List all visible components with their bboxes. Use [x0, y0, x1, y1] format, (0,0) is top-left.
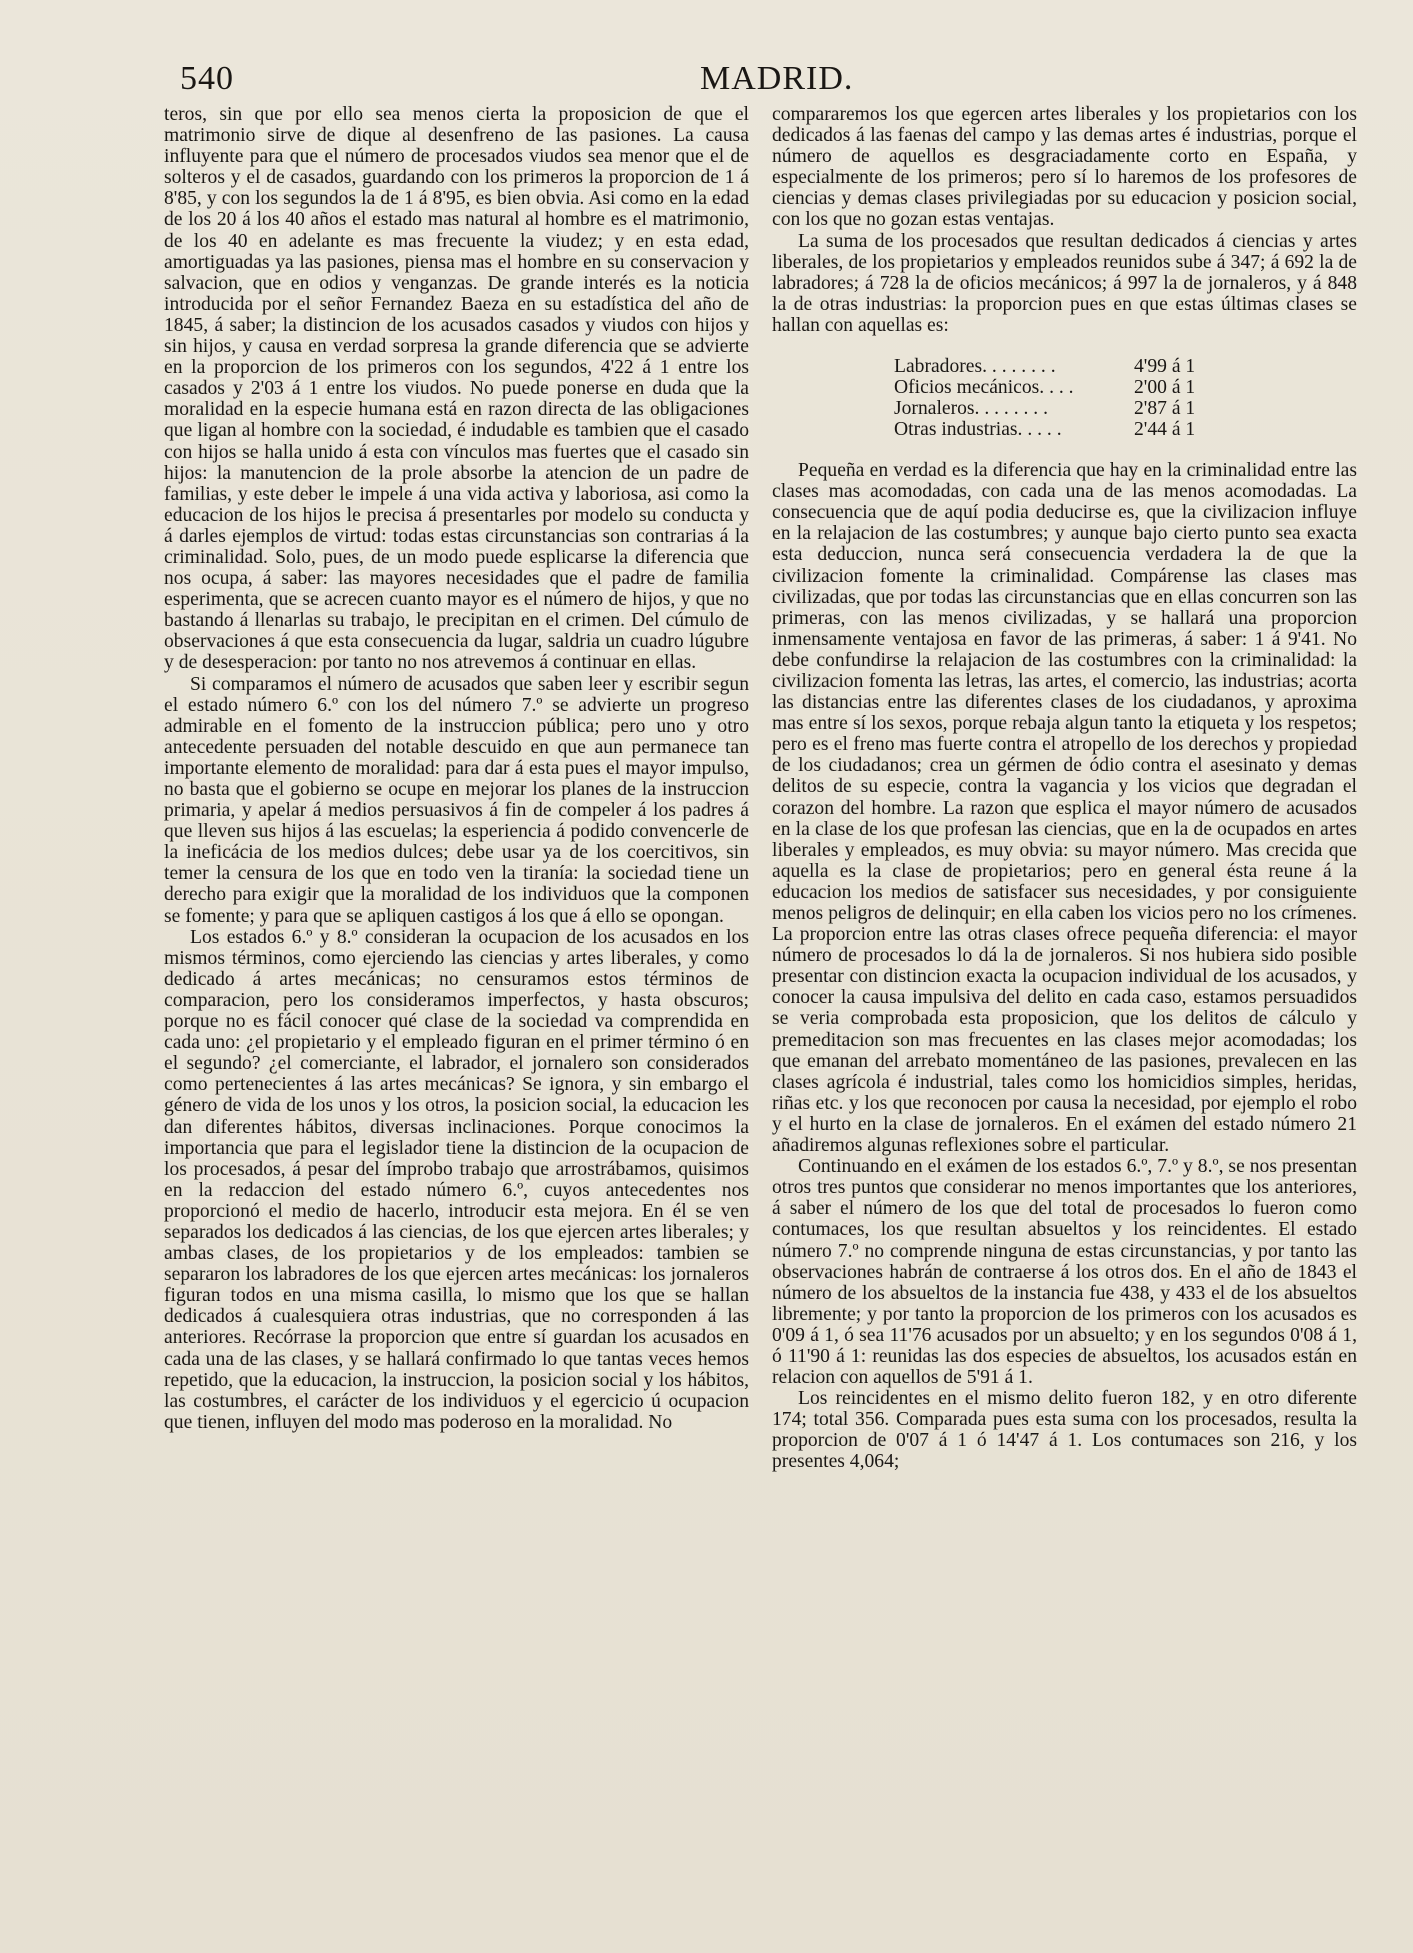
right-paragraph-2: La suma de los procesados que resultan dedicados á ciencias y artes liberales, de los propietarios y empleados reunidos sube á 347; á 692 la de labradores; á 728 la de oficios mecánicos; á 997 la de jornaleros, y á 848 la de otras industrias: la proporcion pues en que estas últimas clases se hallan con aquellas es:: [772, 230, 1357, 336]
table-row-value: 2'44 á 1: [1134, 419, 1196, 441]
table-row: [894, 398, 1195, 419]
table-row-label: Otras industrias. . . . .: [894, 419, 1062, 441]
right-paragraph-4: Continuando en el exámen de los estados 6.º, 7.º y 8.º, se nos presentan otros tres puntos que considerar no menos importantes que los anteriores, á saber el número de los que del total de procesados lo fueron como contumaces, los que resultan absueltos y los reincidentes. El estado número 7.º no comprende ninguna de estas circunstancias, y por tanto las observaciones habrán de contraerse á los otros dos. En el año de 1843 el número de los absueltos de la instancia fue 438, y 433 el de los absueltos libremente; y por tanto la proporcion de los primeros con los acusados es 0'09 á 1, ó sea 11'76 acusados por un absuelto; y en los segundos 0'08 á 1, ó 11'90 á 1: reunidas las dos especies de absueltos, los acusados están en relacion con aquellos de 5'91 á 1.: [772, 1156, 1357, 1389]
right-paragraph-1: compararemos los que egercen artes liberales y los propietarios con los dedicados á las faenas del campo y las demas artes é industrias, porque el número de aquellos es desgraciadamente corto en España, y especialmente de los primeros; pero sí lo haremos de los profesores de ciencias y demas clases privilegiadas por su educacion y posicion social, con los que no gozan estas ventajas.: [772, 104, 1357, 231]
table-row-value: 2'00 á 1: [1134, 377, 1196, 399]
table-row-value: 2'87 á 1: [1134, 398, 1196, 420]
right-column: [772, 104, 1357, 1934]
right-paragraph-3: Pequeña en verdad es la diferencia que hay en la criminalidad entre las clases mas acomodadas, con cada una de las menos acomodadas. La consecuencia que de aquí podia deducirse es, que la civilizacion influye en la relajacion de las costumbres; y aunque bajo cierto punto sea exacta esta deduccion, nunca será consecuencia verdadera la de que la civilizacion fomente la criminalidad. Compárense las clases mas civilizadas, que por todas las circunstancias que en ellas concurren son las primeras, con las menos civilizadas, y se hallará una proporcion inmensamente ventajosa en favor de las primeras, á saber: 1 á 9'41. No debe confundirse la relajacion de las costumbres con la criminalidad: la civilizacion fomenta las letras, las artes, el comercio, las industrias; acorta las distancias entre las diferentes clases de los ciudadanos, y aproxima mas entre sí los sexos, porque rebaja algun tanto la etiqueta y los respetos; pero es el freno mas fuerte contra el atropello de los derechos y propiedad de los ciudadanos; crea un gérmen de ódio contra el asesinato y demas delitos de su especie, contra la vagancia y los vicios que degradan el corazon del hombre. La razon que esplica el mayor número de acusados en la clase de los que profesan las ciencias, que en la de ocupados en artes liberales y empleados, es muy obvia: su mayor número. Mas crecida que aquella es la clase de propietarios; pero en general ésta reune á la educacion los medios de satisfacer sus necesidades, y por consiguiente menos peligros de delinquir; en ella caben los vicios pero no los crímenes. La proporcion entre las otras clases ofrece pequeña diferencia: el mayor número de procesados lo dá la de jornaleros. Si nos hubiera sido posible presentar con distincion exacta la ocupacion individual de los acusados, y conocer la causa impulsiva del delito en cada caso, estamos persuadidos se veria comprobada esta proposicion, que los delitos de cálculo y premeditacion son mas frecuentes en las clases mejor acomodadas; los que emanan del arrebato momentáneo de las pasiones, prevalecen en las clases agrícola é industrial, tales como los homicidios simples, heridas, riñas etc. y los que reconocen por causa la necesidad, por ejemplo el robo y el hurto en la clase de jornaleros. En el exámen del estado número 21 añadiremos algunas reflexiones sobre el particular.: [772, 460, 1357, 1157]
table-row-label: Labradores. . . . . . . .: [894, 356, 1056, 378]
table-row: [894, 419, 1195, 440]
right-paragraph-5: Los reincidentes en el mismo delito fueron 182, y en otro diferente 174; total 356. Comparada pues esta suma con los procesados, resulta la proporcion de 0'07 á 1 ó 14'47 á 1. Los contumaces son 216, y los presentes 4,064;: [772, 1388, 1357, 1473]
table-row: [894, 377, 1195, 398]
left-paragraph-3: Los estados 6.º y 8.º consideran la ocupacion de los acusados en los mismos términos, como ejerciendo las ciencias y artes liberales, y como dedicado á artes mecánicas; no censuramos estos términos de comparacion, pero los consideramos imperfectos, y hasta obscuros; porque no es fácil conocer qué clase de la sociedad va comprendida en cada uno: ¿el propietario y el empleado figuran en el primer término ó en el segundo? ¿el comerciante, el labrador, el jornalero son considerados como pertenecientes á las artes mecánicas? Se ignora, y sin embargo el género de vida de los unos y los otros, la posicion social, la educacion les dan diferentes hábitos, diversas inclinaciones. Porque conocimos la importancia que para el legislador tiene la distincion de la ocupacion de los procesados, á pesar del ímprobo trabajo que arrostrábamos, quisimos en la redaccion del estado número 6.º, cuyos antecedentes nos proporcionó el medio de hacerlo, introducir esta mejora. En él se ven separados los dedicados á las ciencias, de los que ejercen artes liberales; y ambas clases, de los propietarios y de los empleados: tambien se separaron los labradores de los que ejercen artes mecánicas: los jornaleros figuran todos en una misma casilla, lo mismo que los que se hallan dedicados á cualesquiera otras industrias, que no corresponden á las anteriores. Recórrase la proporcion que entre sí guardan los acusados en cada una de las clases, y se hallará confirmado lo que tantas veces hemos repetido, que la educacion, la instruccion, la posicion social y los hábitos, las costumbres, el carácter de los individuos y el egercicio ú ocupacion que tienen, influyen del modo mas poderoso en la moralidad. No: [164, 926, 749, 1433]
page-header: [180, 60, 1360, 104]
table-row-label: Oficios mecánicos. . . .: [894, 377, 1074, 399]
table-row: [894, 356, 1195, 377]
proportion-table: [894, 356, 1195, 440]
running-head: MADRID.: [700, 60, 854, 97]
page-number: 540: [180, 60, 234, 97]
left-column: [164, 104, 749, 1934]
table-row-value: 4'99 á 1: [1134, 356, 1196, 378]
table-row-label: Jornaleros. . . . . . . .: [894, 398, 1049, 420]
left-paragraph-2: Si comparamos el número de acusados que saben leer y escribir segun el estado número 6.º con los del número 7.º se advierte un progreso admirable en el fomento de la instruccion pública; pero uno y otro antecedente persuaden del notable descuido en que aun permanece tan importante elemento de moralidad: para dar á esta pues el mayor impulso, no basta que el gobierno se ocupe en mejorar los planes de la instruccion primaria, y apelar á medios persuasivos á fin de compeler á los padres á que lleven sus hijos á las escuelas; la esperiencia á podido convencerle de la ineficácia de los medios dulces; debe usar ya de los coercitivos, sin temer la censura de los que en todo ven la tiranía: la sociedad tiene un derecho para exigir que la moralidad de los individuos que la componen se fomente; y para que se apliquen castigos á los que á ello se opongan.: [164, 673, 749, 927]
left-paragraph-1: teros, sin que por ello sea menos cierta la proposicion de que el matrimonio sirve de dique al desenfreno de las pasiones. La causa influyente para que el número de procesados viudos sea menor que el de solteros y el de casados, guardando con los primeros la proporcion de 1 á 8'85, y con los segundos la de 1 á 8'95, es bien obvia. Asi como en la edad de los 20 á los 40 años el estado mas natural al hombre es el matrimonio, de los 40 en adelante es mas frecuente la viudez; y en esta edad, amortiguadas ya las pasiones, piensa mas el hombre en su conservacion y salvacion, que en odios y venganzas. De grande interés es la noticia introducida por el señor Fernandez Baeza en su estadística del año de 1845, á saber; la distincion de los acusados casados y viudos con hijos y sin hijos, y causa en verdad sorpresa la grande diferencia que se advierte en la proporcion de los primeros con los segundos, 4'22 á 1 entre los casados y 2'03 á 1 entre los viudos. No puede ponerse en duda que la moralidad en la especie humana está en razon directa de las obligaciones que ligan al hombre con la sociedad, é indudable es tambien que el casado con hijos se halla unido á esta con vínculos mas fuertes que el casado sin hijos: la manutencion de la prole absorbe la atencion de un padre de familias, y este deber le impele á una vida activa y laboriosa, asi como la educacion de los hijos le precisa á presentarles por modelo su conducta y á darles ejemplos de virtud: todas estas circunstancias son contrarias á la criminalidad. Solo, pues, de un modo puede esplicarse la diferencia que nos ocupa, á saber: las mayores necesidades que el padre de familia esperimenta, que se acrecen cuanto mayor es el número de hijos, y que no bastando á llenarlas su trabajo, le precipitan en el crimen. Del cúmulo de observaciones á que esta consecuencia da lugar, saldria un cuadro lúgubre y de desesperacion: por tanto no nos atrevemos á continuar en ellas.: [164, 104, 749, 674]
